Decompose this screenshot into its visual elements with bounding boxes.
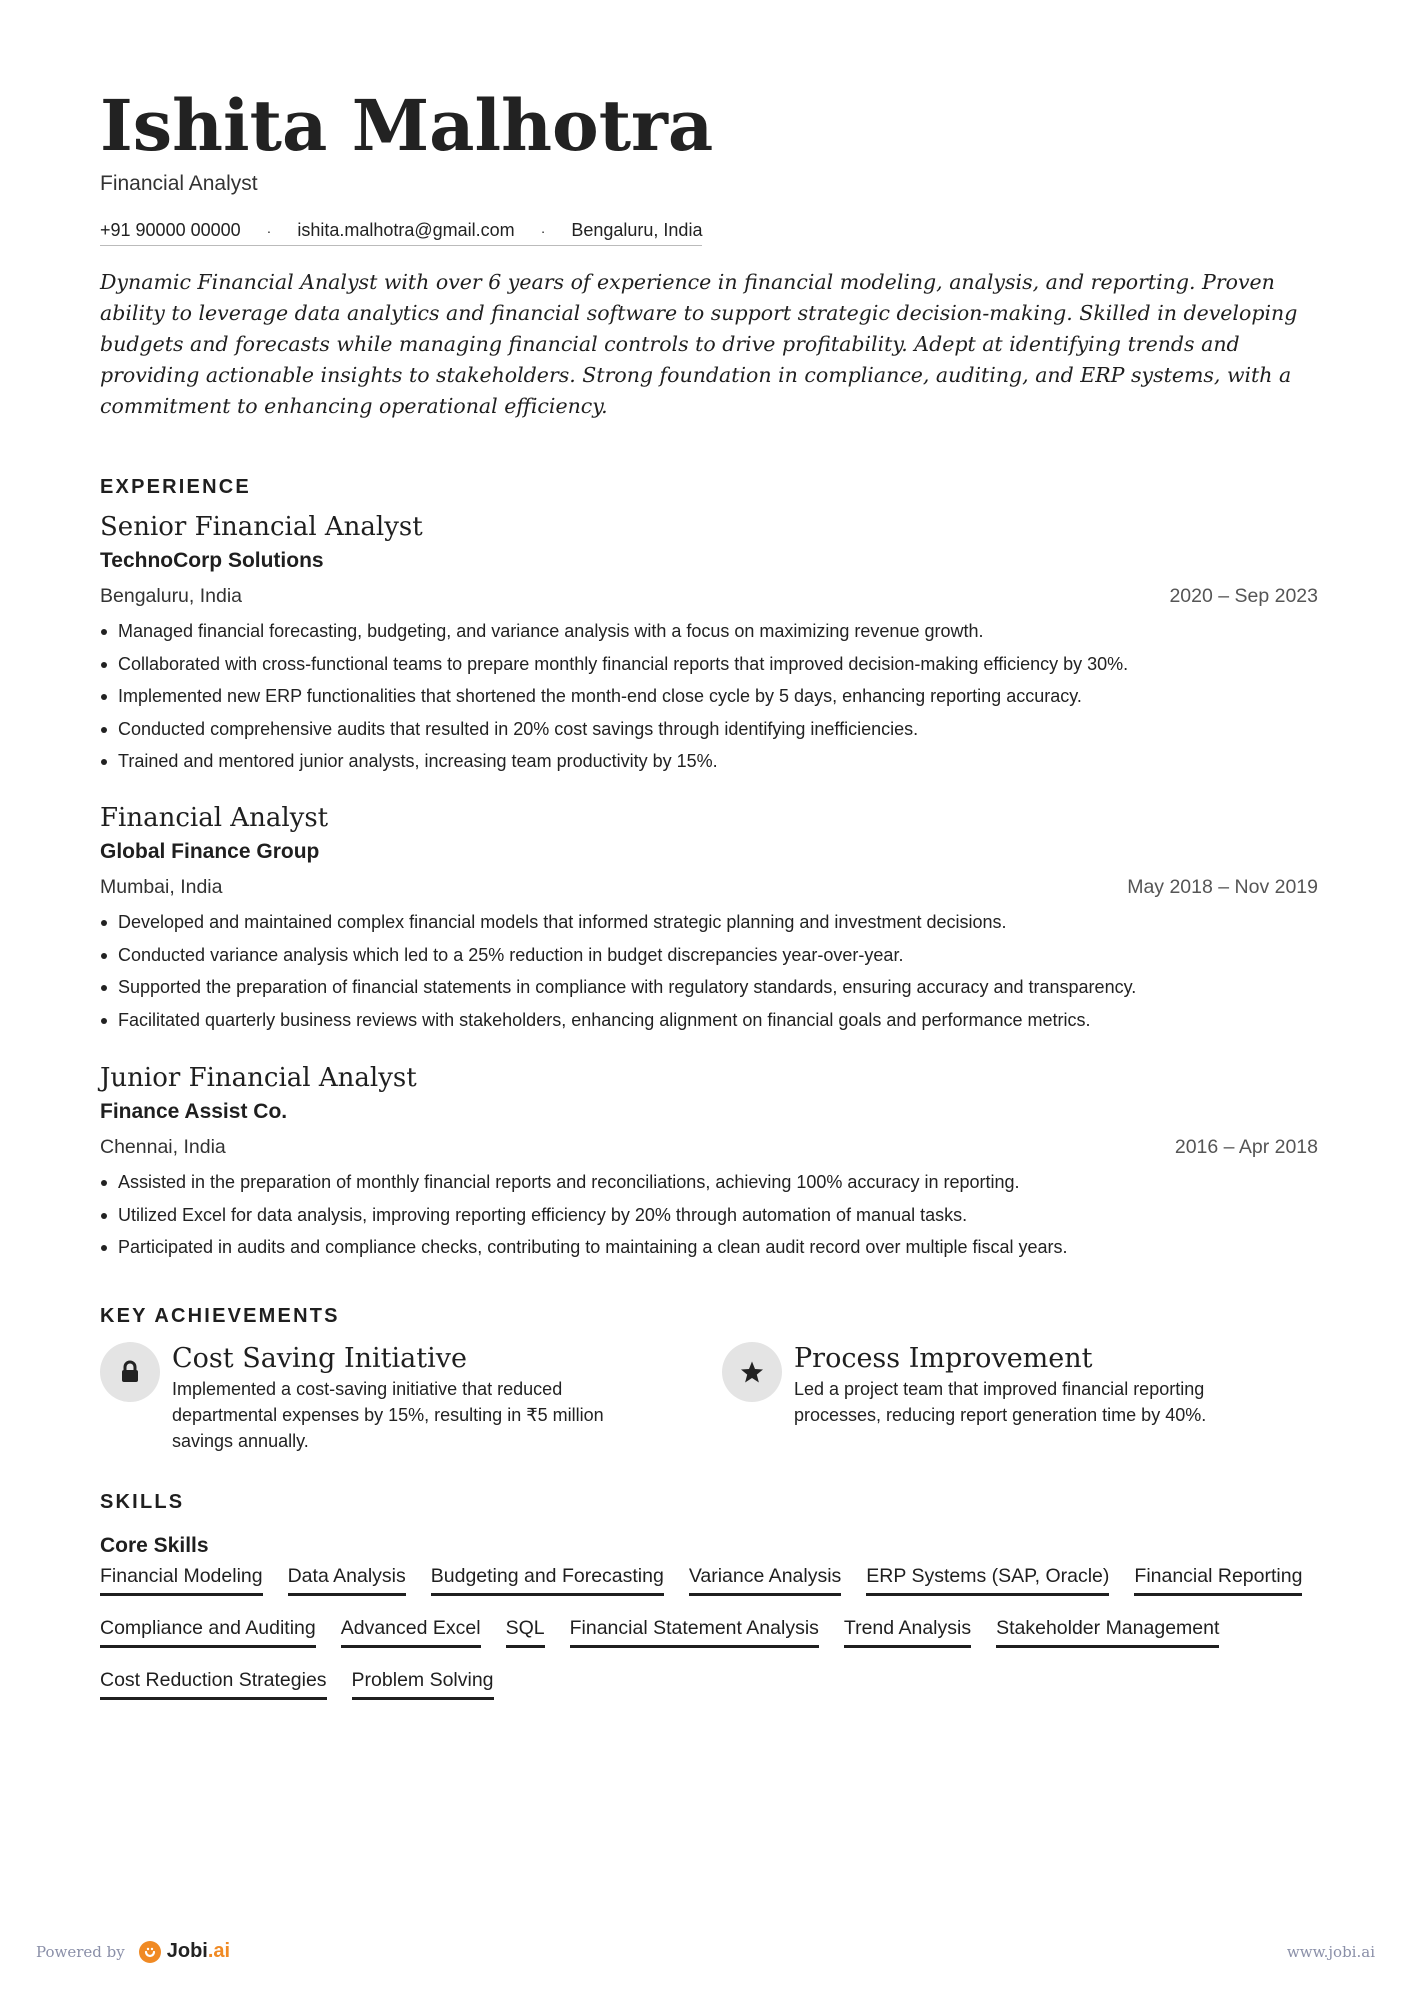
skill-tag: Financial Modeling xyxy=(100,1563,263,1596)
powered-by-label: Powered by xyxy=(36,1942,125,1961)
bullet-item: Utilized Excel for data analysis, improving reporting efficiency by 20% through automation of manual tasks. xyxy=(100,1199,1318,1232)
contact-location: Bengaluru, India xyxy=(571,220,703,240)
skills-list xyxy=(100,1563,1330,1719)
job-entry xyxy=(100,1060,1318,1264)
skill-tag: Trend Analysis xyxy=(844,1615,971,1648)
job-company: TechnoCorp Solutions xyxy=(100,549,324,572)
contact-separator: · xyxy=(266,222,272,239)
job-dates: 2016 – Apr 2018 xyxy=(1174,1136,1318,1158)
jobi-logo-text xyxy=(167,1940,230,1963)
skill-tag: Cost Reduction Strategies xyxy=(100,1667,327,1700)
job-title: Senior Financial Analyst xyxy=(100,512,423,542)
bullet-item: Implemented new ERP functionalities that shortened the month-end close cycle by 5 days, enhancing reporting accuracy. xyxy=(100,680,1318,713)
jobi-logo-icon xyxy=(139,1941,161,1963)
achievement-description: Implemented a cost-saving initiative that reduced departmental expenses by 15%, resulting in ₹5 million savings annually. xyxy=(172,1379,604,1451)
job-meta xyxy=(100,868,1318,906)
job-title: Junior Financial Analyst xyxy=(100,1063,417,1093)
skill-tag: Problem Solving xyxy=(352,1667,494,1700)
job-bullets xyxy=(100,906,1318,1036)
job-location: Bengaluru, India xyxy=(100,585,243,607)
bullet-item: Developed and maintained complex financial models that informed strategic planning and investment decisions. xyxy=(100,906,1318,939)
job-meta xyxy=(100,577,1318,615)
bullet-item: Supported the preparation of financial statements in compliance with regulatory standards, ensuring accuracy and transparency. xyxy=(100,971,1318,1004)
job-dates: 2020 – Sep 2023 xyxy=(1169,585,1318,607)
contact-phone[interactable]: +91 90000 00000 xyxy=(100,220,241,240)
job-company: Global Finance Group xyxy=(100,840,320,863)
experience-heading: EXPERIENCE xyxy=(100,476,251,498)
skill-tag: Financial Statement Analysis xyxy=(570,1615,819,1648)
brand-name: Jobi xyxy=(166,1940,208,1962)
contact-bar xyxy=(100,220,702,246)
job-meta xyxy=(100,1128,1318,1166)
candidate-name: Ishita Malhotra xyxy=(100,84,714,167)
achievement-card xyxy=(100,1342,660,1454)
skill-tag: Budgeting and Forecasting xyxy=(431,1563,664,1596)
candidate-title: Financial Analyst xyxy=(100,172,258,195)
skills-subheading: Core Skills xyxy=(100,1534,209,1557)
contact-separator: · xyxy=(540,222,546,239)
achievement-title: Process Improvement xyxy=(794,1343,1093,1374)
footer xyxy=(36,1940,1375,1963)
job-dates: May 2018 – Nov 2019 xyxy=(1127,876,1318,898)
job-bullets xyxy=(100,615,1318,778)
bullet-item: Trained and mentored junior analysts, increasing team productivity by 15%. xyxy=(100,745,1318,778)
achievements-heading: KEY ACHIEVEMENTS xyxy=(100,1305,340,1327)
job-entry xyxy=(100,509,1318,778)
job-location: Mumbai, India xyxy=(100,876,223,898)
job-title: Financial Analyst xyxy=(100,803,329,833)
skill-tag: Advanced Excel xyxy=(341,1615,481,1648)
bullet-item: Conducted variance analysis which led to a 25% reduction in budget discrepancies year-over-year. xyxy=(100,939,1318,972)
job-company: Finance Assist Co. xyxy=(100,1100,288,1123)
lock-icon xyxy=(100,1342,160,1402)
skill-tag: SQL xyxy=(506,1615,545,1648)
powered-by[interactable] xyxy=(36,1940,230,1963)
contact-email[interactable]: ishita.malhotra@gmail.com xyxy=(297,220,515,240)
skill-tag: Data Analysis xyxy=(288,1563,406,1596)
job-bullets xyxy=(100,1166,1318,1264)
achievement-title: Cost Saving Initiative xyxy=(172,1343,467,1374)
website-link[interactable]: www.jobi.ai xyxy=(1286,1942,1375,1961)
skill-tag: Stakeholder Management xyxy=(996,1615,1219,1648)
job-location: Chennai, India xyxy=(100,1136,226,1158)
skill-tag: Compliance and Auditing xyxy=(100,1615,316,1648)
skill-tag: Financial Reporting xyxy=(1134,1563,1302,1596)
skills-heading: SKILLS xyxy=(100,1491,185,1513)
bullet-item: Managed financial forecasting, budgeting, and variance analysis with a focus on maximizing revenue growth. xyxy=(100,615,1318,648)
achievement-card xyxy=(722,1342,1282,1428)
professional-summary: Dynamic Financial Analyst with over 6 years of experience in financial modeling, analysis, and reporting. Proven ability to leverage data analytics and financial software to support strategic decision-making. Skilled in developing budgets and forecasts while managing financial controls to drive profitability. Adept at identifying trends and providing actionable insights to stakeholders. Strong foundation in compliance, auditing, and ERP systems, with a commitment to enhancing operational efficiency. xyxy=(100,270,1298,418)
achievement-description: Led a project team that improved financial reporting processes, reducing report generation time by 40%. xyxy=(794,1379,1207,1425)
job-entry xyxy=(100,800,1318,1036)
skill-tag: Variance Analysis xyxy=(689,1563,841,1596)
bullet-item: Collaborated with cross-functional teams to prepare monthly financial reports that improved decision-making efficiency by 30%. xyxy=(100,648,1318,681)
bullet-item: Participated in audits and compliance checks, contributing to maintaining a clean audit record over multiple fiscal years. xyxy=(100,1231,1318,1264)
brand-suffix: .ai xyxy=(207,1940,231,1962)
bullet-item: Conducted comprehensive audits that resulted in 20% cost savings through identifying inefficiencies. xyxy=(100,713,1318,746)
star-icon xyxy=(722,1342,782,1402)
skill-tag: ERP Systems (SAP, Oracle) xyxy=(866,1563,1109,1596)
bullet-item: Facilitated quarterly business reviews with stakeholders, enhancing alignment on financial goals and performance metrics. xyxy=(100,1004,1318,1037)
bullet-item: Assisted in the preparation of monthly financial reports and reconciliations, achieving 100% accuracy in reporting. xyxy=(100,1166,1318,1199)
